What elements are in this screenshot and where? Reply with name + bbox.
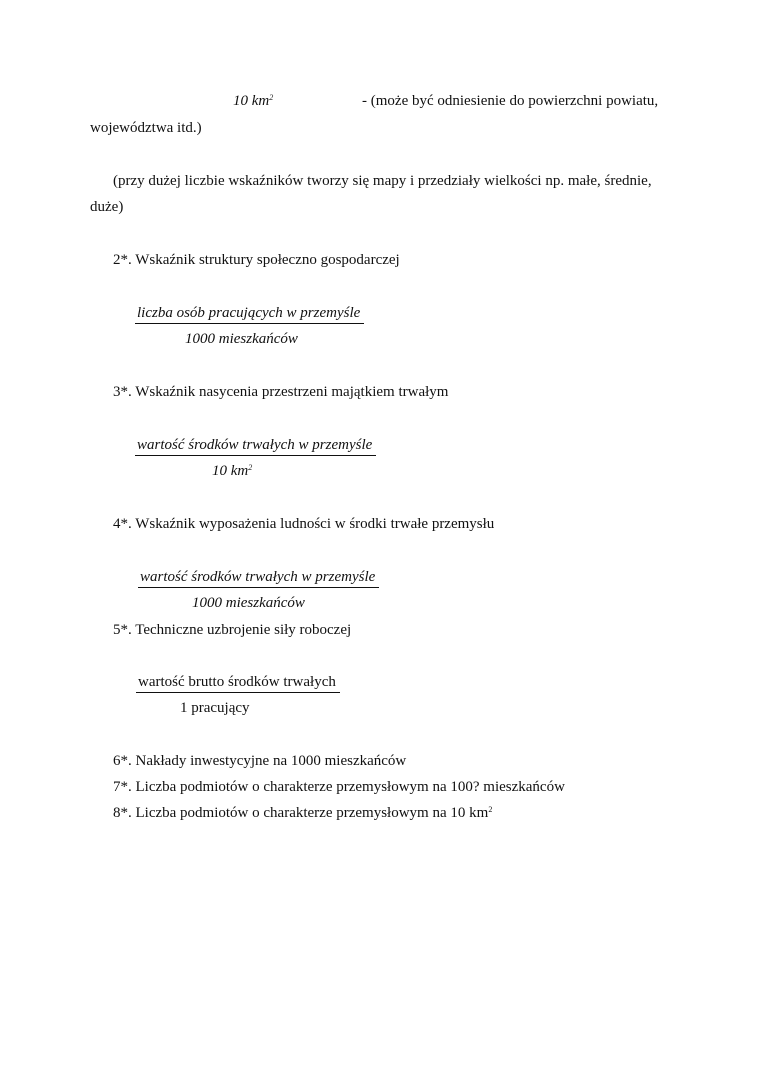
list-item: 8*. Liczba podmiotów o charakterze przemysłowym na 10 $km^2$ [113,805,493,821]
fraction-numerator: liczba osób pracujących w przemyśle [135,304,364,324]
fraction-denominator: 1 pracujący [180,700,250,716]
fraction-denominator: 1000 mieszkańców [185,331,298,347]
note-line-a: (przy dużej liczbie wskaźników tworzy się mapy i przedziały wielkości np. małe, średnie, [113,173,652,189]
item-heading: 5*. Techniczne uzbrojenie siły roboczej [113,622,352,638]
fraction-numerator: wartość środków trwałych w przemyśle [135,436,376,456]
item-heading: 3*. Wskaźnik nasycenia przestrzeni majątkiem trwałym [113,384,449,400]
fraction-denominator: 10 $km^2$ [212,463,253,479]
unit-label: 10 $km^2$ [233,93,274,109]
item-heading: 2*. Wskaźnik struktury społeczno gospodarczej [113,252,400,268]
list-item: 6*. Nakłady inwestycyjne na 1000 mieszkańców [113,753,407,769]
item-heading: 4*. Wskaźnik wyposażenia ludności w środki trwałe przemysłu [113,516,495,532]
unit-note: - (może być odniesienie do powierzchni powiatu, [362,93,659,109]
fraction-numerator: wartość środków trwałych w przemyśle [138,568,379,588]
fraction-denominator: 1000 mieszkańców [192,595,305,611]
list-item: 7*. Liczba podmiotów o charakterze przemysłowym na 100? mieszkańców [113,779,565,795]
fraction-numerator: wartość brutto środków trwałych [136,673,340,693]
unit-note-continued: województwa itd.) [90,120,202,136]
note-line-b: duże) [90,199,124,215]
